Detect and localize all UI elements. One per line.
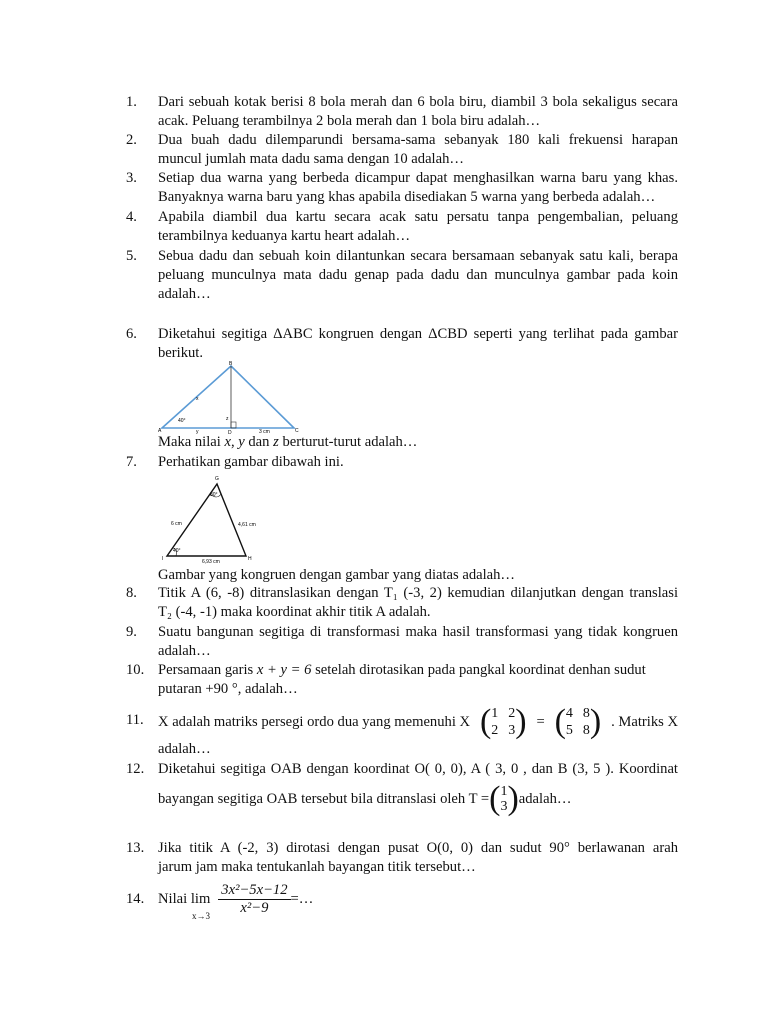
question-7-after [126,566,678,586]
equation: x + y = 6 [256,662,312,678]
question-number: 4. [126,209,137,225]
question-9 [126,623,678,663]
question-number: 5. [126,248,137,264]
triangle-ghi-figure [162,470,258,566]
svg-text:D: D [228,430,232,434]
question-number: 14. [126,891,145,907]
question-text: terambilnya keduanya kartu heart adalah… [158,228,411,244]
question-text: Suatu bangunan segitiga di transformasi maka hasil transformasi yang tidak kongruen [158,624,678,640]
limit-fraction: $\frac{\text{3x²−5x−12}}{\text{x²−9}}$ [218,882,290,917]
question-text: Dari sebuah kotak berisi 8 bola merah dan 6 bola biru, diambil 3 bola sekaligus secara [158,94,678,110]
question-2 [126,131,678,171]
question-text: peluang munculnya mata dadu genap pada dadu dan munculnya gambar pada koin [158,267,678,283]
question-number: 10. [126,662,145,678]
question-text: acak. Peluang terambilnya 2 bola merah dan 1 bola biru adalah… [158,113,541,129]
svg-text:3 cm: 3 cm [259,429,270,434]
question-12: 12. Diketahui segitiga OAB dengan koordinat O( 0, 0), A ( 3, 0 , dan B (3, 5 ). Koordinat bayangan segitiga OAB tersebut bila ditranslasi oleh T = ( 1 3 ) adalah… [126,761,678,817]
question-number: 3. [126,170,137,186]
svg-text:y: y [196,429,199,434]
question-number: 6. [126,326,137,342]
svg-text:z: z [226,416,229,422]
question-number: 9. [126,624,137,640]
svg-text:80°: 80° [210,492,218,498]
question-text: adalah… [158,643,211,659]
question-4 [126,208,678,248]
question-text: muncul jumlah mata dadu sama dengan 10 adalah… [158,151,464,167]
question-5 [126,247,678,307]
question-text: T₂ (-4, -1) maka koordinat akhir titik A adalah. [158,604,431,620]
svg-text:6 cm: 6 cm [171,521,182,527]
svg-text:B: B [229,361,233,367]
svg-text:6,93 cm: 6,93 cm [202,559,220,565]
question-text: Perhatikan gambar dibawah ini. [158,454,344,470]
question-text: Setiap dua warna yang berbeda dicampur dapat menghasilkan warna baru yang khas. [158,170,678,186]
question-13 [126,839,678,879]
svg-text:x: x [196,396,199,402]
matrix-left: ( 1 2 2 3 ) [479,703,527,740]
question-8 [126,584,678,624]
question-text: Apabila diambil dua kartu secara acak satu persatu tanpa pengembalian, peluang [158,209,678,225]
question-text: Dua buah dadu dilemparundi bersama-sama sebanyak 180 kali frekuensi harapan [158,132,678,148]
question-11: 11. X adalah matriks persegi ordo dua yang memenuhi X ( 1 2 2 3 ) = ( 4 8 5 8 ) . Matriks X adalah… [126,703,678,757]
question-text: Banyaknya warna baru yang khas apabila disediakan 5 warna yang berbeda adalah… [158,189,656,205]
question-number: 1. [126,94,137,110]
question-number: 7. [126,454,137,470]
svg-text:4,61 cm: 4,61 cm [238,522,256,528]
question-14: 14. Nilai lim x→3 $\frac{\text{3x²−5x−12}}{\text{x²−9}}$ =… [126,881,314,921]
svg-text:40°: 40° [178,418,186,424]
matrix-right: ( 4 8 5 8 ) [554,703,602,740]
svg-text:I: I [162,556,164,562]
triangle-outline [167,484,246,556]
question-text: Diketahui segitiga OAB dengan koordinat O( 0, 0), A ( 3, 0 , dan B (3, 5 ). Koordinat [158,761,678,777]
right-angle-mark [231,422,236,428]
question-1 [126,93,678,133]
svg-text:C: C [295,428,299,434]
svg-text:G: G [215,476,219,482]
svg-text:H: H [248,556,252,562]
question-number: 2. [126,132,137,148]
question-6: 6. Diketahui segitiga ΔABC kongruen dengan ΔCBD seperti yang terlihat pada gambar berikut. Maka nilai x, y dan z berturut-turut adalah… [126,326,678,450]
question-text: adalah… [158,286,211,302]
question-text: berikut. [158,345,203,361]
question-text: jarum jam maka tentukanlah bayangan titik tersebut… [158,859,476,875]
question-text: Jika titik A (-2, 3) dirotasi dengan pusat O(0, 0) dan sudut 90° berlawanan arah [158,840,678,856]
question-text: Gambar yang kongruen dengan gambar yang diatas adalah… [158,567,516,583]
question-text: adalah… [158,741,211,757]
svg-text:40°: 40° [173,548,181,554]
question-number: 13. [126,840,145,856]
question-number: 12. [126,761,145,777]
question-number: 11. [126,712,144,728]
question-10: 10. Persamaan garis x + y = 6 setelah dirotasikan pada pangkal koordinat denhan sudut putaran +90 °, adalah… [126,661,678,701]
question-text: putaran +90 °, adalah… [158,681,298,697]
svg-text:A: A [158,428,162,434]
question-3 [126,169,678,209]
translation-vector: ( 1 3 ) [489,780,519,817]
question-text: Titik A (6, -8) ditranslasikan dengan T₁ (-3, 2) kemudian dilanjutkan dengan translasi [158,585,678,601]
question-number: 8. [126,585,137,601]
question-text: Sebua dadu dan sebuah koin dilantunkan secara bersamaan sebanyak satu kali, berapa [158,248,678,264]
triangle-abc-figure [156,360,300,434]
question-text: Diketahui segitiga ΔABC kongruen dengan ΔCBD seperti yang terlihat pada gambar [158,326,678,342]
